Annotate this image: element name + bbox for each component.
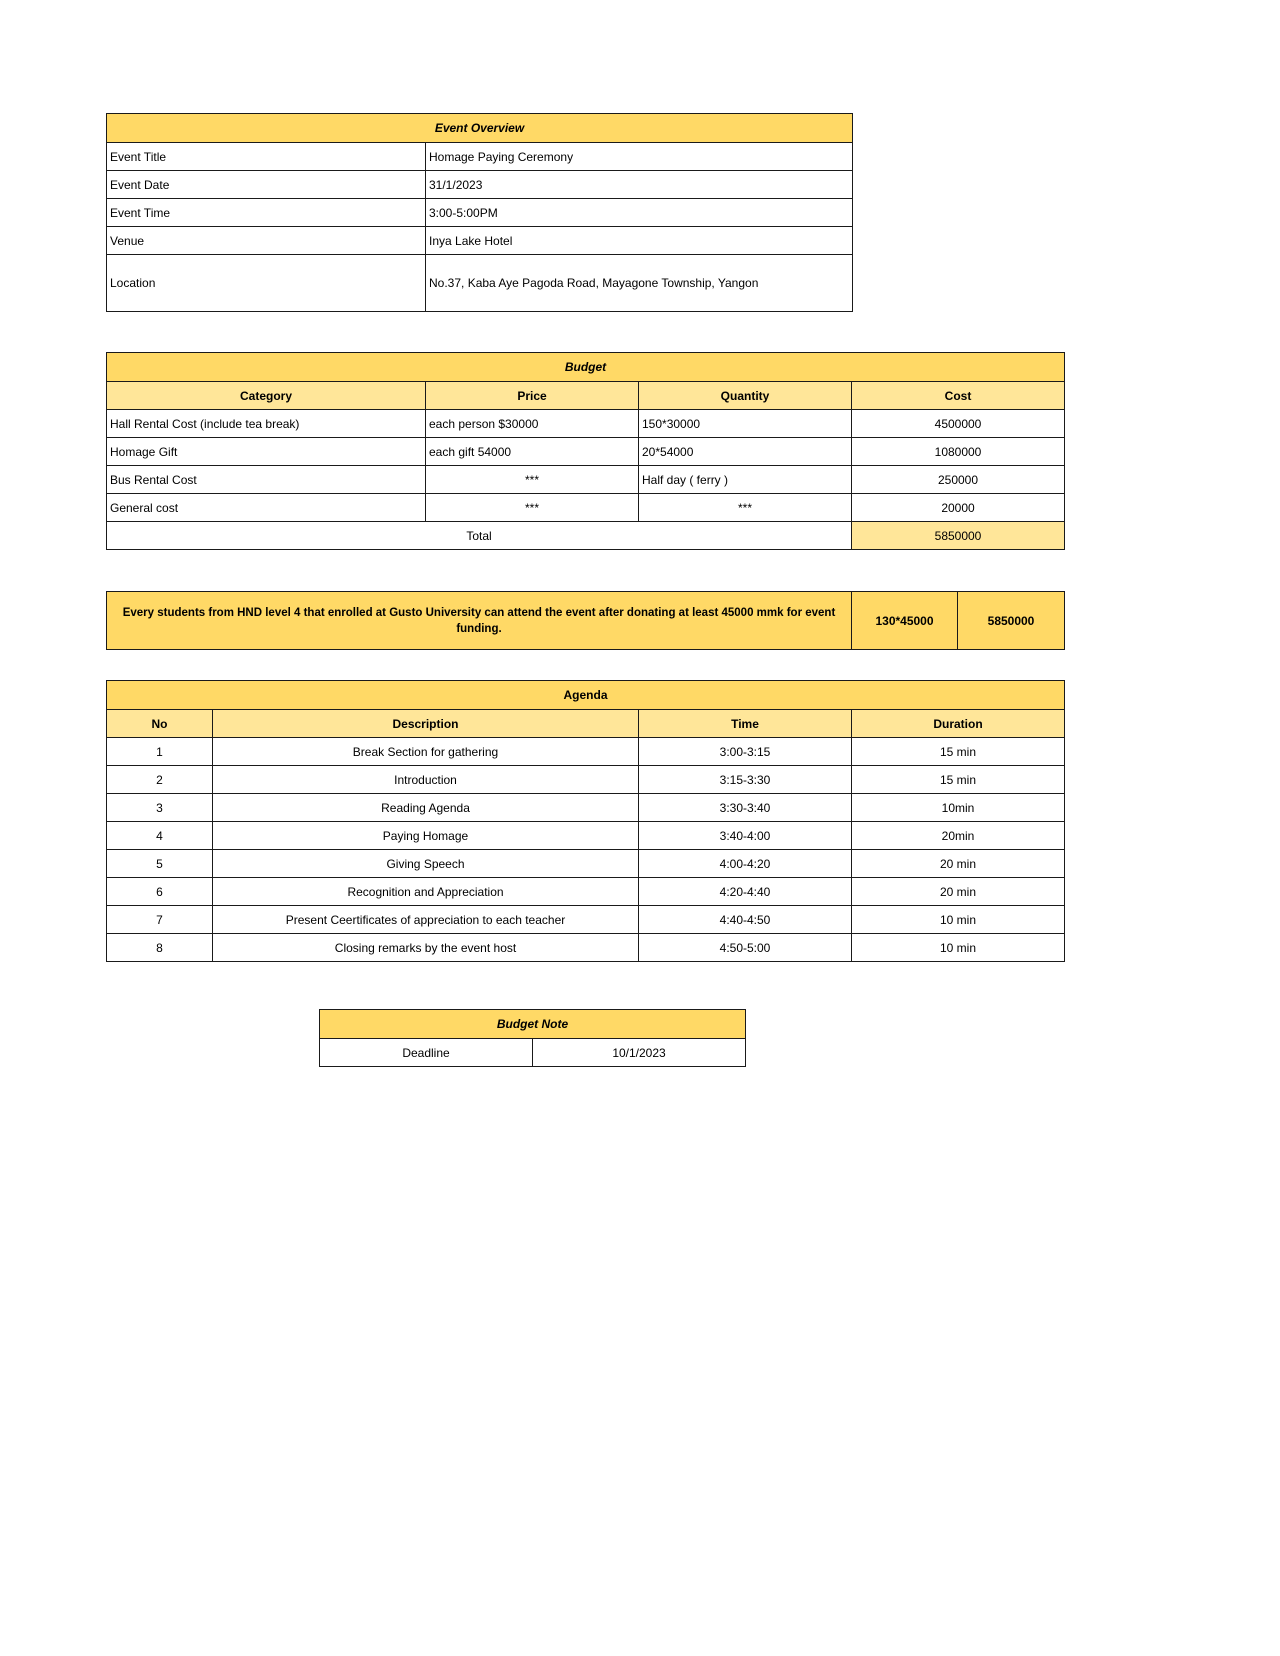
agenda-duration: 15 min — [852, 766, 1065, 794]
agenda-header-description: Description — [213, 710, 639, 738]
agenda-table — [106, 680, 1065, 962]
agenda-row — [107, 738, 1065, 766]
budget-category: Hall Rental Cost (include tea break) — [107, 410, 426, 438]
agenda-description: Reading Agenda — [213, 794, 639, 822]
funding-table — [106, 591, 1065, 650]
budget-category: Bus Rental Cost — [107, 466, 426, 494]
overview-row — [107, 255, 853, 312]
agenda-duration: 10 min — [852, 934, 1065, 962]
agenda-time: 4:40-4:50 — [639, 906, 852, 934]
agenda-header-duration: Duration — [852, 710, 1065, 738]
agenda-duration: 20 min — [852, 850, 1065, 878]
agenda-time: 3:30-3:40 — [639, 794, 852, 822]
budget-note-value: 10/1/2023 — [533, 1039, 746, 1067]
agenda-description: Paying Homage — [213, 822, 639, 850]
budget-cost: 250000 — [852, 466, 1065, 494]
overview-value: Homage Paying Ceremony — [426, 143, 853, 171]
overview-label: Event Time — [107, 199, 426, 227]
budget-quantity: *** — [639, 494, 852, 522]
agenda-no: 8 — [107, 934, 213, 962]
funding-note: Every students from HND level 4 that enrolled at Gusto University can attend the event after donating at least 45000 mmk for event funding. — [107, 592, 852, 650]
overview-row — [107, 227, 853, 255]
agenda-description: Break Section for gathering — [213, 738, 639, 766]
agenda-no: 3 — [107, 794, 213, 822]
budget-header-quantity: Quantity — [639, 382, 852, 410]
agenda-duration: 20min — [852, 822, 1065, 850]
agenda-time: 3:00-3:15 — [639, 738, 852, 766]
event-overview-table — [106, 113, 853, 312]
budget-header-price: Price — [426, 382, 639, 410]
overview-label: Event Date — [107, 171, 426, 199]
agenda-row — [107, 906, 1065, 934]
agenda-no: 5 — [107, 850, 213, 878]
overview-value: 3:00-5:00PM — [426, 199, 853, 227]
agenda-no: 4 — [107, 822, 213, 850]
agenda-header-no: No — [107, 710, 213, 738]
budget-price: *** — [426, 494, 639, 522]
overview-label: Location — [107, 255, 426, 312]
budget-cost: 20000 — [852, 494, 1065, 522]
agenda-row — [107, 878, 1065, 906]
agenda-no: 1 — [107, 738, 213, 766]
budget-quantity: 150*30000 — [639, 410, 852, 438]
funding-calc: 130*45000 — [852, 592, 958, 650]
agenda-duration: 20 min — [852, 878, 1065, 906]
budget-price: *** — [426, 466, 639, 494]
budget-cost: 1080000 — [852, 438, 1065, 466]
agenda-no: 7 — [107, 906, 213, 934]
agenda-description: Present Ceertificates of appreciation to each teacher — [213, 906, 639, 934]
budget-total-value: 5850000 — [852, 522, 1065, 550]
agenda-time: 3:40-4:00 — [639, 822, 852, 850]
budget-table — [106, 352, 1065, 550]
agenda-time: 3:15-3:30 — [639, 766, 852, 794]
budget-header-cost: Cost — [852, 382, 1065, 410]
agenda-row — [107, 766, 1065, 794]
budget-note-title: Budget Note — [320, 1010, 746, 1039]
budget-total-row — [107, 522, 1065, 550]
budget-cost: 4500000 — [852, 410, 1065, 438]
agenda-duration: 15 min — [852, 738, 1065, 766]
event-overview-title: Event Overview — [107, 114, 853, 143]
budget-row — [107, 410, 1065, 438]
budget-note-label: Deadline — [320, 1039, 533, 1067]
agenda-time: 4:50-5:00 — [639, 934, 852, 962]
agenda-no: 2 — [107, 766, 213, 794]
overview-label: Venue — [107, 227, 426, 255]
budget-total-label: Total — [107, 522, 852, 550]
agenda-duration: 10min — [852, 794, 1065, 822]
budget-row — [107, 494, 1065, 522]
overview-row — [107, 143, 853, 171]
agenda-header-time: Time — [639, 710, 852, 738]
agenda-description: Introduction — [213, 766, 639, 794]
overview-row — [107, 171, 853, 199]
overview-label: Event Title — [107, 143, 426, 171]
budget-note-table — [319, 1009, 746, 1067]
agenda-row — [107, 850, 1065, 878]
budget-category: General cost — [107, 494, 426, 522]
funding-total: 5850000 — [958, 592, 1065, 650]
budget-price: each person $30000 — [426, 410, 639, 438]
overview-value: 31/1/2023 — [426, 171, 853, 199]
budget-price: each gift 54000 — [426, 438, 639, 466]
agenda-row — [107, 822, 1065, 850]
agenda-title: Agenda — [107, 681, 1065, 710]
agenda-description: Giving Speech — [213, 850, 639, 878]
agenda-description: Closing remarks by the event host — [213, 934, 639, 962]
overview-value: Inya Lake Hotel — [426, 227, 853, 255]
budget-category: Homage Gift — [107, 438, 426, 466]
agenda-row — [107, 934, 1065, 962]
agenda-row — [107, 794, 1065, 822]
budget-row — [107, 438, 1065, 466]
budget-quantity: Half day ( ferry ) — [639, 466, 852, 494]
agenda-time: 4:00-4:20 — [639, 850, 852, 878]
overview-value: No.37, Kaba Aye Pagoda Road, Mayagone Township, Yangon — [426, 255, 853, 312]
agenda-no: 6 — [107, 878, 213, 906]
overview-row — [107, 199, 853, 227]
budget-quantity: 20*54000 — [639, 438, 852, 466]
agenda-duration: 10 min — [852, 906, 1065, 934]
agenda-description: Recognition and Appreciation — [213, 878, 639, 906]
budget-title: Budget — [107, 353, 1065, 382]
budget-row — [107, 466, 1065, 494]
agenda-time: 4:20-4:40 — [639, 878, 852, 906]
budget-header-category: Category — [107, 382, 426, 410]
